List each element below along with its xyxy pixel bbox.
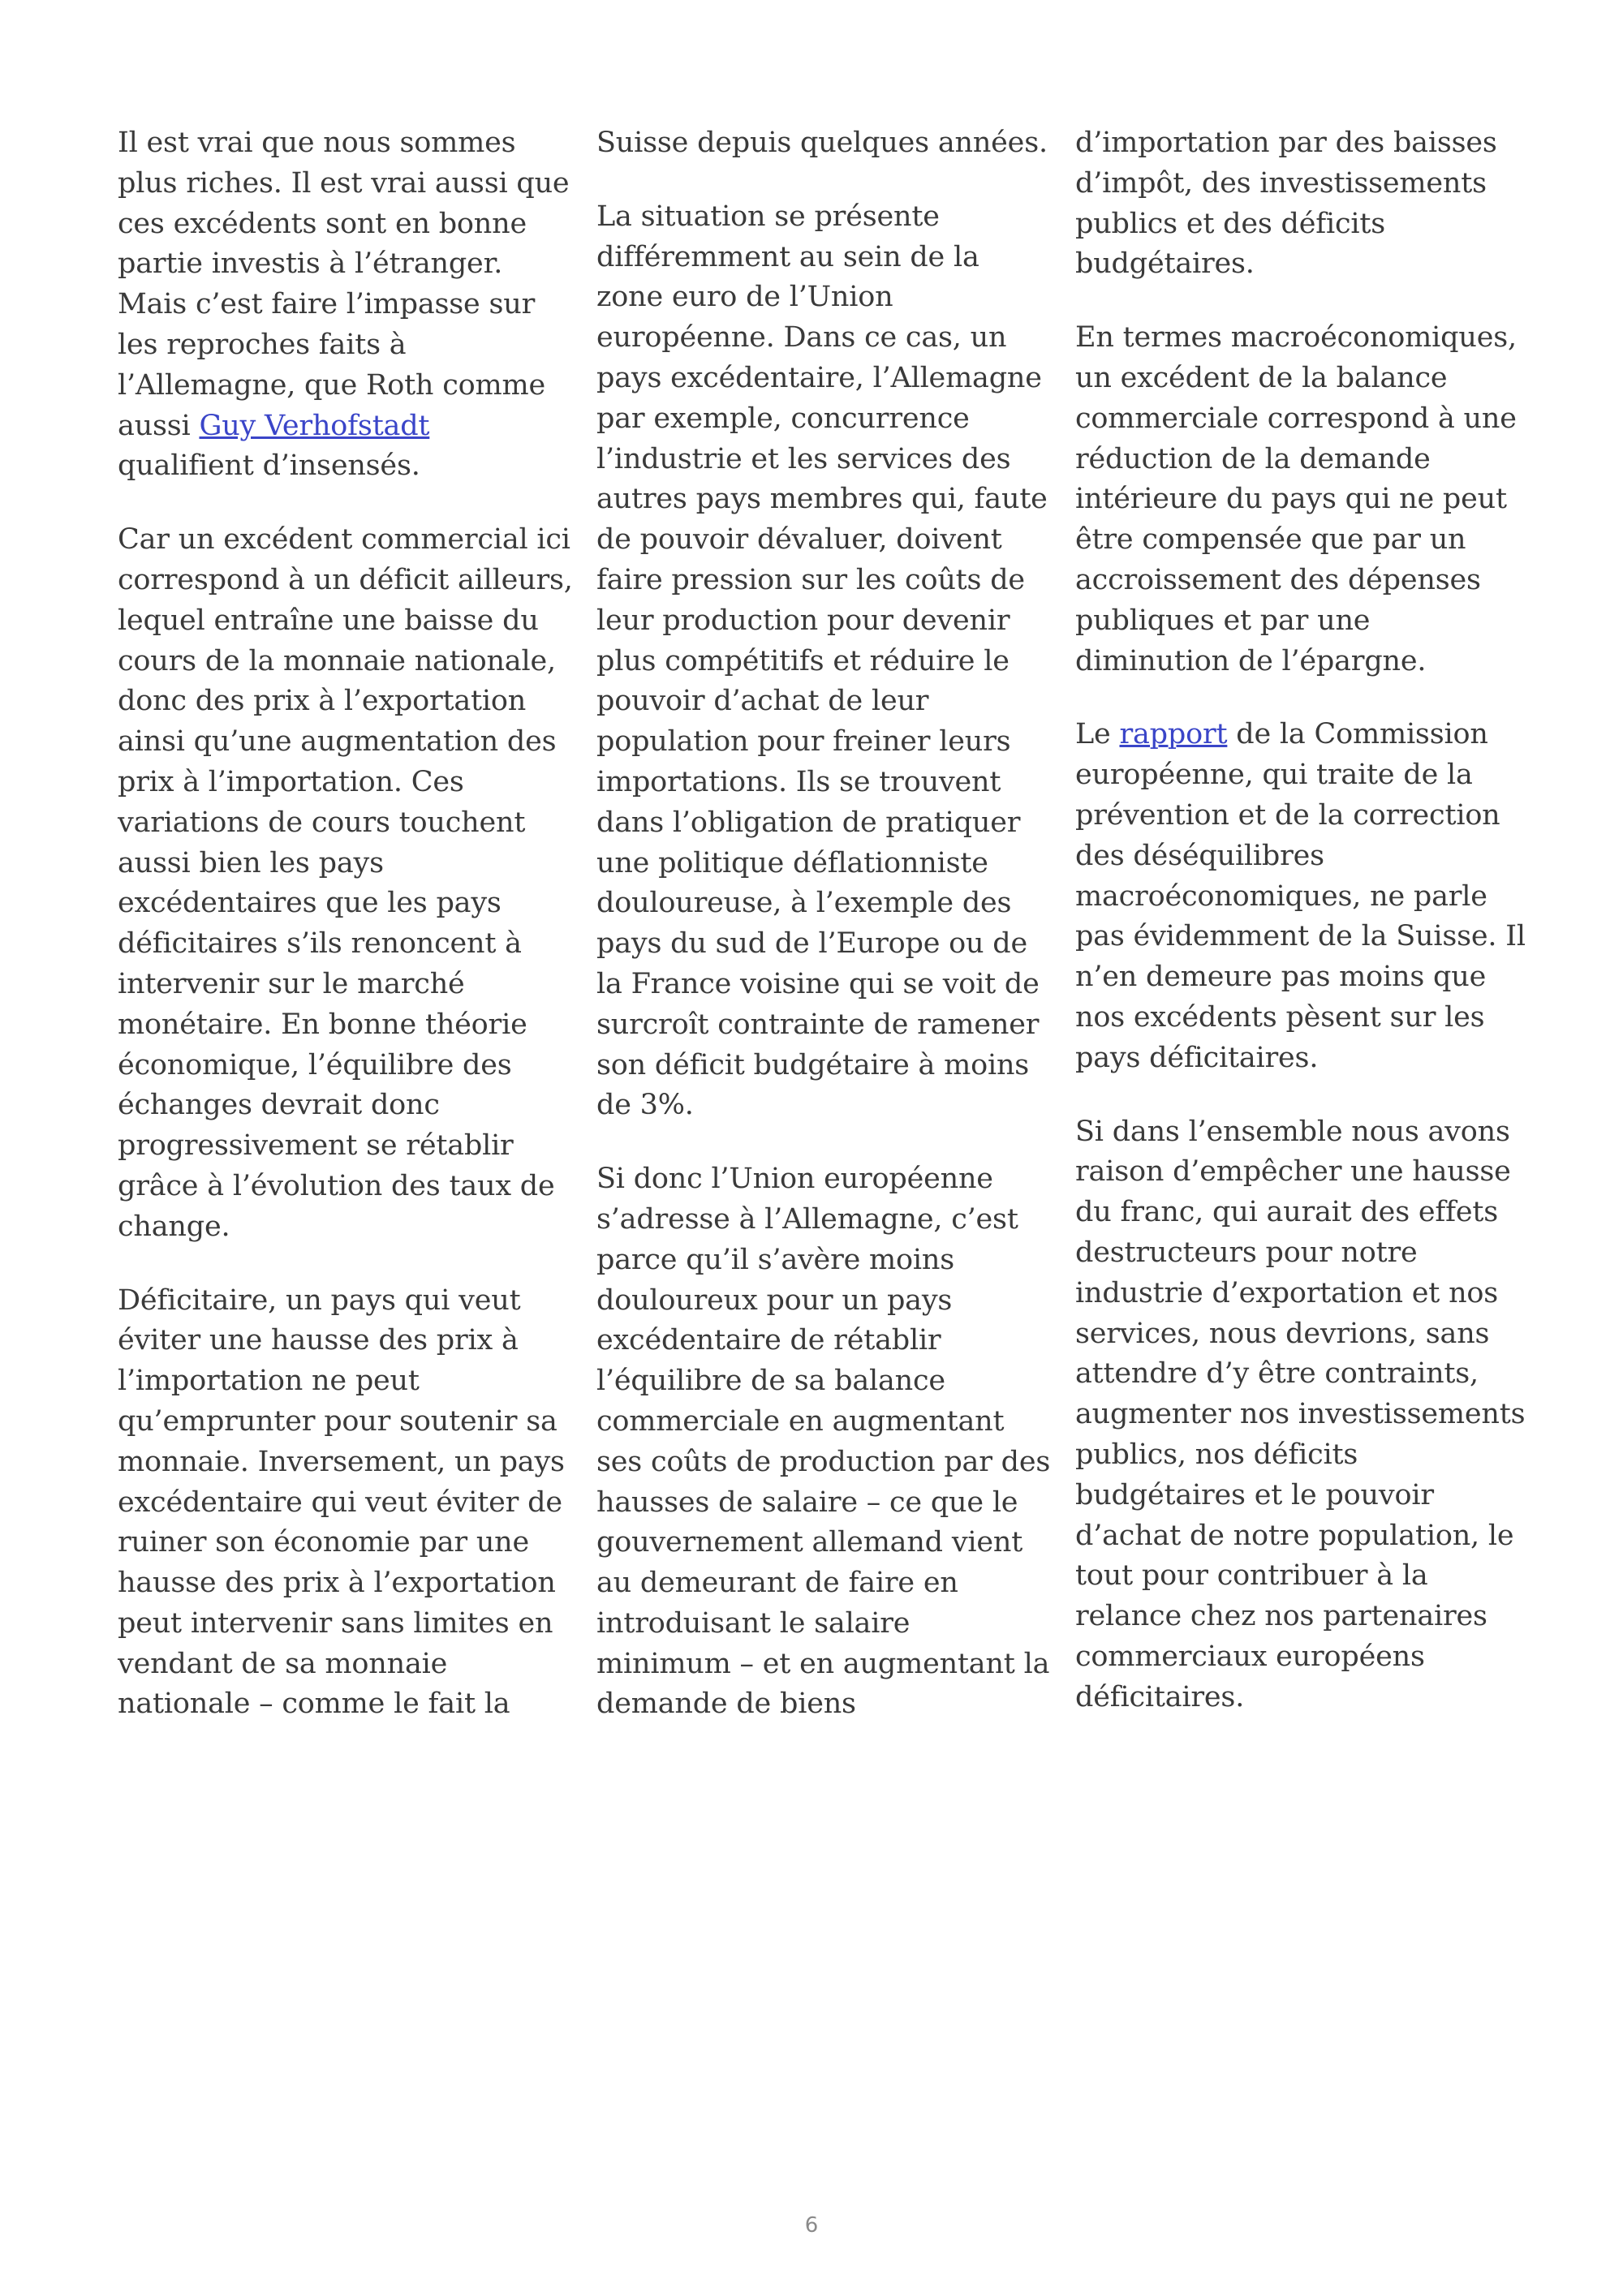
text-line: budgétaires et le pouvoir <box>1075 1478 1434 1511</box>
paragraph-spacing <box>1075 1079 1518 1112</box>
text-line: tout pour contribuer à la <box>1075 1559 1428 1593</box>
text-line: peut intervenir sans limites en <box>118 1606 553 1640</box>
text-line: ainsi qu’une augmentation des <box>118 725 557 759</box>
text-line-with-link <box>118 406 560 447</box>
text-line: économique, l’équilibre des <box>118 1048 512 1081</box>
paragraph <box>596 123 1048 164</box>
text-line: intérieure du pays qui ne peut <box>1075 483 1507 516</box>
text-line: excédentaires que les pays <box>118 887 502 920</box>
text-line: nationale – comme le fait la <box>118 1688 510 1721</box>
paragraph-spacing <box>596 1126 1039 1159</box>
paragraph-spacing <box>1075 681 1518 715</box>
text-line: parce qu’il s’avère moins <box>596 1243 954 1276</box>
text-line: les reproches faits à <box>118 328 407 361</box>
text-line: hausse des prix à l’exportation <box>118 1567 556 1600</box>
paragraph <box>118 123 570 487</box>
text-line: déficitaires. <box>1075 1680 1245 1713</box>
text-line: minimum – et en augmentant la <box>596 1647 1050 1680</box>
text-line: échanges devrait donc <box>118 1089 440 1122</box>
text-line: ruiner son économie par une <box>118 1526 530 1559</box>
text-column-2 <box>596 123 1051 1725</box>
text-line: qu’emprunter pour soutenir sa <box>118 1404 558 1438</box>
text-line: La situation se présente <box>596 200 940 233</box>
text-line: cours de la monnaie nationale, <box>118 644 556 677</box>
text-line: variations de cours touchent <box>118 806 526 839</box>
text-line: budgétaires. <box>1075 247 1255 281</box>
text-line: nos excédents pèsent sur les <box>1075 1000 1485 1034</box>
text-line: être compensée que par un <box>1075 523 1466 557</box>
text-line: l’Allemagne, que Roth comme <box>118 368 545 402</box>
text-line: réduction de la demande <box>1075 442 1431 475</box>
text-line: l’importation ne peut <box>118 1365 420 1398</box>
text-line: accroissement des dépenses <box>1075 563 1481 596</box>
text-line: Il est vrai que nous sommes <box>118 127 516 159</box>
text-line: du franc, qui aurait des effets <box>1075 1196 1499 1229</box>
text-line-with-link <box>1075 715 1518 755</box>
text-line: vendant de sa monnaie <box>118 1647 448 1680</box>
text-line: différemment au sein de la <box>596 240 979 273</box>
text-line: européenne, qui traite de la <box>1075 759 1473 792</box>
text-line: Si dans l’ensemble nous avons <box>1075 1115 1510 1148</box>
text-line: excédentaire qui veut éviter de <box>118 1486 562 1519</box>
text-fragment: Le <box>1075 718 1120 751</box>
text-line: progressivement se rétablir <box>118 1129 514 1163</box>
text-line: pouvoir d’achat de leur <box>596 685 929 718</box>
text-line: relance chez nos partenaires <box>1075 1600 1487 1633</box>
text-line: commerciale en augmentant <box>596 1404 1005 1438</box>
text-line: intervenir sur le marché <box>118 967 465 1000</box>
text-line: publiques et par une <box>1075 604 1371 637</box>
text-line: publics, nos déficits <box>1075 1438 1358 1471</box>
text-line: excédentaire de rétablir <box>596 1324 941 1357</box>
paragraph <box>118 520 573 1247</box>
paragraph-spacing <box>118 487 560 520</box>
text-line: un excédent de la balance <box>1075 361 1448 394</box>
text-line: leur production pour devenir <box>596 604 1010 637</box>
text-line: qualifient d’insensés. <box>118 449 420 483</box>
text-line: industrie d’exportation et nos <box>1075 1276 1499 1309</box>
text-line: monétaire. En bonne théorie <box>118 1008 527 1041</box>
text-line: plus riches. Il est vrai aussi que <box>118 166 570 200</box>
text-line: diminution de l’épargne. <box>1075 644 1427 677</box>
text-line: monnaie. Inversement, un pays <box>118 1445 565 1478</box>
text-fragment: aussi <box>118 409 200 442</box>
paragraph-spacing <box>1075 285 1518 318</box>
text-line: pas évidemment de la Suisse. Il <box>1075 920 1526 953</box>
text-line: destructeurs pour notre <box>1075 1236 1418 1269</box>
text-column-3 <box>1075 123 1526 1718</box>
text-line: faire pression sur les coûts de <box>596 563 1025 596</box>
text-line: de 3%. <box>596 1089 694 1122</box>
text-line: ses coûts de production par des <box>596 1445 1051 1478</box>
text-line: change. <box>118 1210 230 1243</box>
text-line: n’en demeure pas moins que <box>1075 961 1487 994</box>
text-line: autres pays membres qui, faute <box>596 483 1048 516</box>
text-line: par exemple, concurrence <box>596 402 970 435</box>
text-line: prix à l’importation. Ces <box>118 765 464 798</box>
text-line: services, nous devrions, sans <box>1075 1317 1490 1350</box>
text-line: importations. Ils se trouvent <box>596 765 1001 798</box>
text-line: Si donc l’Union européenne <box>596 1163 993 1196</box>
text-line: lequel entraîne une baisse du <box>118 604 539 637</box>
paragraph <box>596 197 1048 1126</box>
text-line: douloureuse, à l’exemple des <box>596 887 1012 920</box>
text-line: publics et des déficits <box>1075 207 1386 240</box>
paragraph <box>596 1159 1051 1725</box>
text-line: hausses de salaire – ce que le <box>596 1486 1018 1519</box>
paragraph <box>1075 715 1526 1078</box>
text-line: pays excédentaire, l’Allemagne <box>596 361 1042 394</box>
text-line: grâce à l’évolution des taux de <box>118 1169 555 1202</box>
guy-verhofstadt-link[interactable]: Guy Verhofstadt <box>199 409 430 442</box>
paragraph-spacing <box>596 164 1039 197</box>
text-line: la France voisine qui se voit de <box>596 967 1040 1000</box>
paragraph-spacing <box>118 1248 560 1281</box>
text-line: Suisse depuis quelques années. <box>596 127 1048 159</box>
text-line: déficitaires s’ils renoncent à <box>118 927 522 961</box>
text-line: ces excédents sont en bonne <box>118 207 527 240</box>
paragraph <box>1075 318 1518 681</box>
text-line: partie investis à l’étranger. <box>118 247 503 281</box>
text-column-1 <box>118 123 573 1725</box>
text-line: pays du sud de l’Europe ou de <box>596 927 1027 961</box>
text-line: dans l’obligation de pratiquer <box>596 806 1021 839</box>
text-line: au demeurant de faire en <box>596 1567 958 1600</box>
text-line: raison d’empêcher une hausse <box>1075 1155 1511 1189</box>
text-line: prévention et de la correction <box>1075 798 1500 832</box>
text-line: plus compétitifs et réduire le <box>596 644 1010 677</box>
text-line: commerciale correspond à une <box>1075 402 1517 435</box>
text-line: commerciaux européens <box>1075 1640 1425 1673</box>
text-line: d’importation par des baisses <box>1075 127 1497 159</box>
text-line: augmenter nos investissements <box>1075 1398 1526 1431</box>
text-line: éviter une hausse des prix à <box>118 1324 519 1357</box>
text-line: zone euro de l’Union <box>596 281 893 314</box>
rapport-link[interactable]: rapport <box>1119 718 1228 751</box>
text-line: demande de biens <box>596 1688 856 1721</box>
text-line: Mais c’est faire l’impasse sur <box>118 288 536 321</box>
page-number: 6 <box>804 2213 819 2238</box>
text-line: des déséquilibres <box>1075 839 1324 872</box>
paragraph <box>1075 123 1518 285</box>
text-line: européenne. Dans ce cas, un <box>596 321 1007 355</box>
text-line: surcroît contrainte de ramener <box>596 1008 1040 1041</box>
text-line: aussi bien les pays <box>118 846 384 879</box>
text-line: de pouvoir dévaluer, doivent <box>596 523 1002 557</box>
text-line: d’achat de notre population, le <box>1075 1519 1514 1552</box>
text-line: pays déficitaires. <box>1075 1041 1319 1074</box>
paragraph <box>118 1281 565 1726</box>
text-line: douloureux pour un pays <box>596 1283 953 1317</box>
text-line: d’impôt, des investissements <box>1075 166 1487 200</box>
text-line: En termes macroéconomiques, <box>1075 321 1517 355</box>
paragraph <box>1075 1112 1526 1718</box>
text-line: s’adresse à l’Allemagne, c’est <box>596 1202 1018 1236</box>
text-line: attendre d’y être contraints, <box>1075 1357 1479 1391</box>
text-line: l’équilibre de sa balance <box>596 1365 945 1398</box>
text-line: donc des prix à l’exportation <box>118 685 527 718</box>
text-line: une politique déflationniste <box>596 846 988 879</box>
text-line: gouvernement allemand vient <box>596 1526 1023 1559</box>
text-line: introduisant le salaire <box>596 1606 911 1640</box>
text-line: population pour freiner leurs <box>596 725 1011 759</box>
text-line: son déficit budgétaire à moins <box>596 1048 1030 1081</box>
text-line: l’industrie et les services des <box>596 442 1011 475</box>
text-line: Car un excédent commercial ici <box>118 523 570 557</box>
text-fragment: de la Commission <box>1227 718 1488 751</box>
text-line: macroéconomiques, ne parle <box>1075 879 1487 913</box>
text-line: Déficitaire, un pays qui veut <box>118 1283 521 1317</box>
text-line: correspond à un déficit ailleurs, <box>118 563 573 596</box>
